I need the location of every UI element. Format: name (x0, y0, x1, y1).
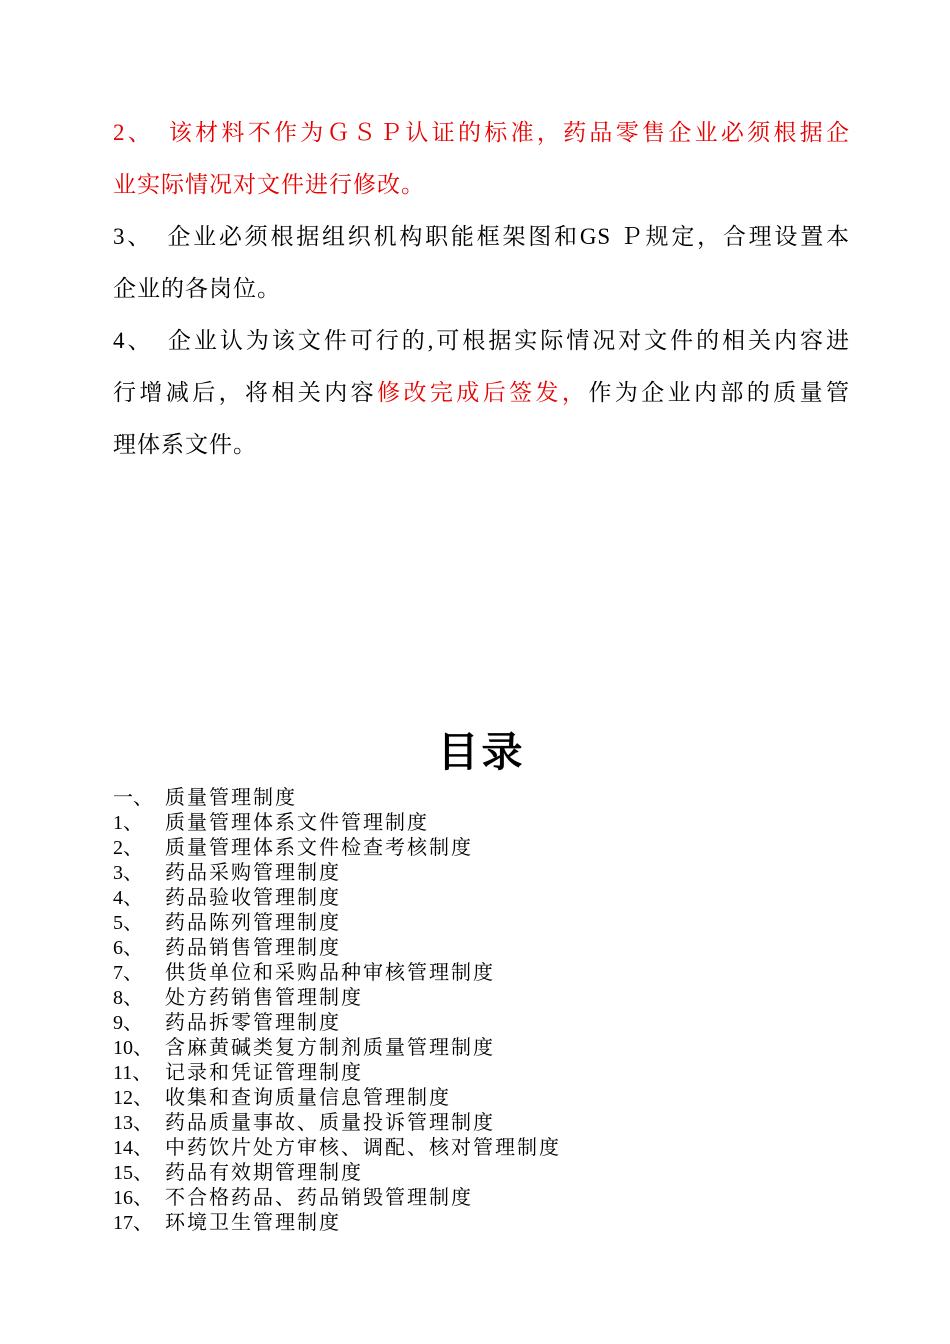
toc-item (113, 811, 850, 836)
toc-item-label: 记录和凭证管理制度 (165, 1062, 363, 1084)
toc-item (113, 1086, 850, 1111)
toc-item-number: 4、 (113, 887, 143, 909)
paragraph-4-line (113, 367, 850, 419)
paragraph-4-line (113, 419, 850, 471)
highlighted-text: 业实际情况对文件进行修改。 (113, 172, 425, 197)
toc-item-label: 药品验收管理制度 (165, 887, 341, 909)
toc-item (113, 911, 850, 936)
toc-item-number: 一、 (113, 787, 153, 809)
toc-item-label: 含麻黄碱类复方制剂质量管理制度 (165, 1037, 495, 1059)
body-text: 作为企业内部的质量管 (588, 380, 851, 405)
toc-item-number: 10、 (113, 1037, 153, 1059)
toc-item-number: 6、 (113, 937, 143, 959)
toc-item-number: 16、 (113, 1187, 153, 1209)
toc-item-number: 11、 (113, 1062, 153, 1084)
body-text: 4、 企业认为该文件可行的,可根据实际情况对文件的相关内容进 (113, 328, 850, 353)
toc-item (113, 936, 850, 961)
paragraph-2-line (113, 107, 850, 159)
toc-item-number: 8、 (113, 987, 143, 1009)
toc-item-label: 收集和查询质量信息管理制度 (165, 1087, 451, 1109)
toc-item-label: 药品采购管理制度 (165, 862, 341, 884)
toc-item-label: 药品有效期管理制度 (165, 1162, 363, 1184)
toc-item (113, 786, 850, 811)
toc-item-number: 1、 (113, 812, 143, 834)
toc-title: 目录 (437, 729, 526, 775)
toc-item (113, 1186, 850, 1211)
toc-item-label: 质量管理体系文件检查考核制度 (165, 837, 473, 859)
body-text: 行增减后，将相关内容 (113, 380, 378, 405)
toc-item-label: 不合格药品、药品销毁管理制度 (165, 1187, 473, 1209)
toc-item (113, 1111, 850, 1136)
toc-item-label: 中药饮片处方审核、调配、核对管理制度 (165, 1137, 561, 1159)
paragraph-4-line (113, 315, 850, 367)
toc-item-label: 供货单位和采购品种审核管理制度 (165, 962, 495, 984)
toc-item (113, 886, 850, 911)
toc-item (113, 1136, 850, 1161)
toc-item-label: 环境卫生管理制度 (165, 1212, 341, 1234)
toc-item-label: 质量管理制度 (165, 787, 297, 809)
toc-item-label: 处方药销售管理制度 (165, 987, 363, 1009)
toc-item (113, 1011, 850, 1036)
toc-item (113, 1211, 850, 1236)
toc-item-label: 药品拆零管理制度 (165, 1012, 341, 1034)
toc-item-number: 15、 (113, 1162, 153, 1184)
toc-item (113, 1161, 850, 1186)
toc-item-label: 药品销售管理制度 (165, 937, 341, 959)
body-text: 3、 企业必须根据组织机构职能框架图和GS Ｐ规定，合理设置本 (113, 224, 850, 249)
toc-item-number: 2、 (113, 837, 143, 859)
toc-item (113, 861, 850, 886)
paragraph-2-line (113, 159, 850, 211)
toc-item-number: 17、 (113, 1212, 153, 1234)
toc-item-label: 质量管理体系文件管理制度 (165, 812, 429, 834)
body-text: 企业的各岗位。 (113, 276, 281, 301)
highlighted-text: 2、 该材料不作为ＧＳＰ认证的标准，药品零售企业必须根据企 (113, 120, 850, 145)
toc-item-number: 13、 (113, 1112, 153, 1134)
toc-item (113, 836, 850, 861)
toc-item (113, 986, 850, 1011)
body-paragraphs (113, 107, 850, 471)
toc-item-number: 5、 (113, 912, 143, 934)
toc-item-number: 3、 (113, 862, 143, 884)
highlighted-text: 修改完成后签发， (377, 380, 589, 405)
toc-list (113, 786, 850, 1236)
toc-item (113, 1036, 850, 1061)
toc-item (113, 961, 850, 986)
toc-item (113, 1061, 850, 1086)
paragraph-3-line (113, 211, 850, 263)
toc-item-label: 药品陈列管理制度 (165, 912, 341, 934)
paragraph-3-line (113, 263, 850, 315)
body-text: 理体系文件。 (113, 432, 257, 457)
toc-item-number: 14、 (113, 1137, 153, 1159)
toc-item-number: 7、 (113, 962, 143, 984)
toc-item-number: 9、 (113, 1012, 143, 1034)
toc-item-label: 药品质量事故、质量投诉管理制度 (165, 1112, 495, 1134)
toc-item-number: 12、 (113, 1087, 153, 1109)
